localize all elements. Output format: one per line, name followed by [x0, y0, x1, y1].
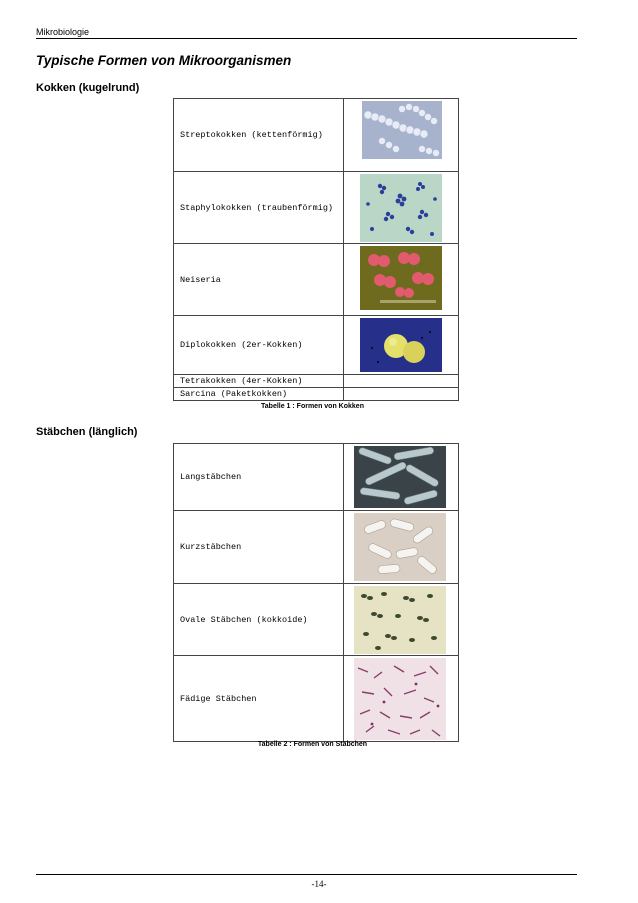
table-kokken [173, 98, 459, 401]
oval-rods-photo [354, 586, 446, 654]
neisseria-photo [360, 246, 442, 310]
table-cell-label: Fädige Stäbchen [174, 656, 344, 742]
page-title: Typische Formen von Mikroorganismen [36, 53, 292, 68]
image-cell [344, 444, 459, 511]
section-heading-kokken: Kokken (kugelrund) [36, 82, 140, 94]
table-cell-label: Langstäbchen [174, 444, 344, 511]
image-cell [344, 316, 459, 375]
table-cell-label: Staphylokokken (traubenförmig) [174, 172, 344, 244]
table-cell-label: Diplokokken (2er-Kokken) [174, 316, 344, 375]
streptococci-photo [362, 101, 442, 159]
section-heading-staebchen: Stäbchen (länglich) [36, 426, 138, 438]
header-rule [36, 38, 577, 39]
table-cell-label: Sarcina (Paketkokken) [174, 388, 344, 401]
table-caption: Tabelle 1 : Formen von Kokken [261, 403, 364, 410]
image-cell [344, 99, 459, 172]
image-cell [344, 375, 459, 388]
image-cell [344, 172, 459, 244]
table-caption: Tabelle 2 : Formen von Stäbchen [257, 741, 368, 748]
diplococci-photo [360, 318, 442, 372]
long-rods-photo [354, 446, 446, 508]
table-staebchen [173, 443, 459, 742]
table-cell-label: Tetrakokken (4er-Kokken) [174, 375, 344, 388]
filamentous-rods-photo [354, 658, 446, 740]
table-cell-label: Ovale Stäbchen (kokkoide) [174, 584, 344, 656]
table-cell-label: Streptokokken (kettenförmig) [174, 99, 344, 172]
short-rods-photo [354, 513, 446, 581]
image-cell [344, 244, 459, 316]
running-header: Mikrobiologie [36, 27, 90, 37]
footer-rule [36, 874, 577, 875]
image-cell [344, 388, 459, 401]
page-number: -14- [311, 879, 327, 889]
image-cell [344, 584, 459, 656]
image-cell [344, 656, 459, 742]
staphylococci-photo [360, 174, 442, 242]
table-cell-label: Neiseria [174, 244, 344, 316]
image-cell [344, 511, 459, 584]
table-cell-label: Kurzstäbchen [174, 511, 344, 584]
